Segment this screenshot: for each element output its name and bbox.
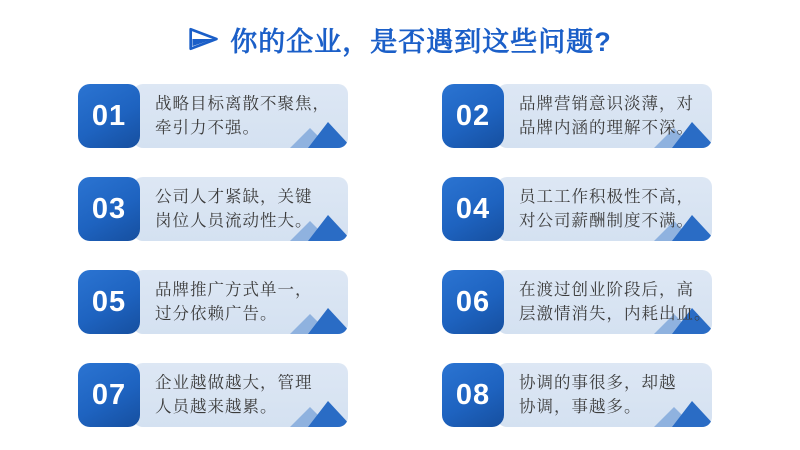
problem-text-line: 品牌推广方式单一， bbox=[155, 281, 313, 299]
problem-number-badge bbox=[78, 84, 140, 148]
problem-card-body bbox=[497, 363, 712, 427]
problem-number-badge bbox=[78, 177, 140, 241]
problem-card-01 bbox=[78, 84, 348, 148]
problem-number: 07 bbox=[91, 378, 127, 411]
problem-text-line: 协调的事很多，却越 bbox=[519, 374, 677, 392]
problem-number: 03 bbox=[91, 192, 127, 225]
problem-number: 02 bbox=[455, 99, 491, 132]
problem-text-line: 协调，事越多。 bbox=[519, 398, 642, 416]
problem-card-body bbox=[133, 177, 348, 241]
problem-card-body bbox=[497, 84, 712, 148]
problem-text-line: 在渡过创业阶段后，高 bbox=[519, 281, 694, 299]
problem-text-line: 战略目标离散不聚焦， bbox=[155, 95, 330, 113]
problem-number-badge bbox=[442, 84, 504, 148]
problem-card-body bbox=[133, 363, 348, 427]
problem-card-05 bbox=[78, 270, 348, 334]
problem-card-body bbox=[133, 84, 348, 148]
problem-card-02 bbox=[442, 84, 712, 148]
problem-number: 05 bbox=[91, 285, 127, 318]
problem-text-line: 岗位人员流动性大。 bbox=[155, 212, 313, 230]
title-bar bbox=[0, 18, 800, 60]
problem-number-badge bbox=[442, 363, 504, 427]
problem-text-line: 企业越做越大，管理 bbox=[155, 374, 313, 392]
problem-number: 04 bbox=[455, 192, 491, 225]
page-title: 你的企业，是否遇到这些问题? bbox=[230, 26, 612, 57]
problem-number: 08 bbox=[455, 378, 491, 411]
problem-text-line: 牵引力不强。 bbox=[155, 119, 260, 137]
arrowhead-right-icon bbox=[188, 24, 220, 54]
problem-number: 06 bbox=[455, 285, 491, 318]
problem-text-line: 人员越来越累。 bbox=[155, 398, 278, 416]
problem-number-badge bbox=[442, 177, 504, 241]
problem-number-badge bbox=[78, 363, 140, 427]
problem-text-line: 员工工作积极性不高， bbox=[519, 188, 694, 206]
problem-card-03 bbox=[78, 177, 348, 241]
problem-number: 01 bbox=[91, 99, 127, 132]
problem-card-body bbox=[497, 270, 712, 334]
problem-text-line: 对公司薪酬制度不满。 bbox=[519, 212, 694, 230]
problem-text-line: 品牌营销意识淡薄，对 bbox=[519, 95, 694, 113]
problem-card-06 bbox=[442, 270, 712, 334]
problem-text-line: 公司人才紧缺，关键 bbox=[155, 188, 313, 206]
problem-number-badge bbox=[442, 270, 504, 334]
problem-card-08 bbox=[442, 363, 712, 427]
problem-number-badge bbox=[78, 270, 140, 334]
problem-text-line: 层激情消失，内耗出血。 bbox=[519, 305, 712, 323]
problem-text-line: 过分依赖广告。 bbox=[155, 305, 278, 323]
problem-card-body bbox=[133, 270, 348, 334]
problem-cards-grid bbox=[78, 84, 712, 427]
problem-card-04 bbox=[442, 177, 712, 241]
problem-card-body bbox=[497, 177, 712, 241]
problem-card-07 bbox=[78, 363, 348, 427]
problem-text-line: 品牌内涵的理解不深。 bbox=[519, 119, 694, 137]
